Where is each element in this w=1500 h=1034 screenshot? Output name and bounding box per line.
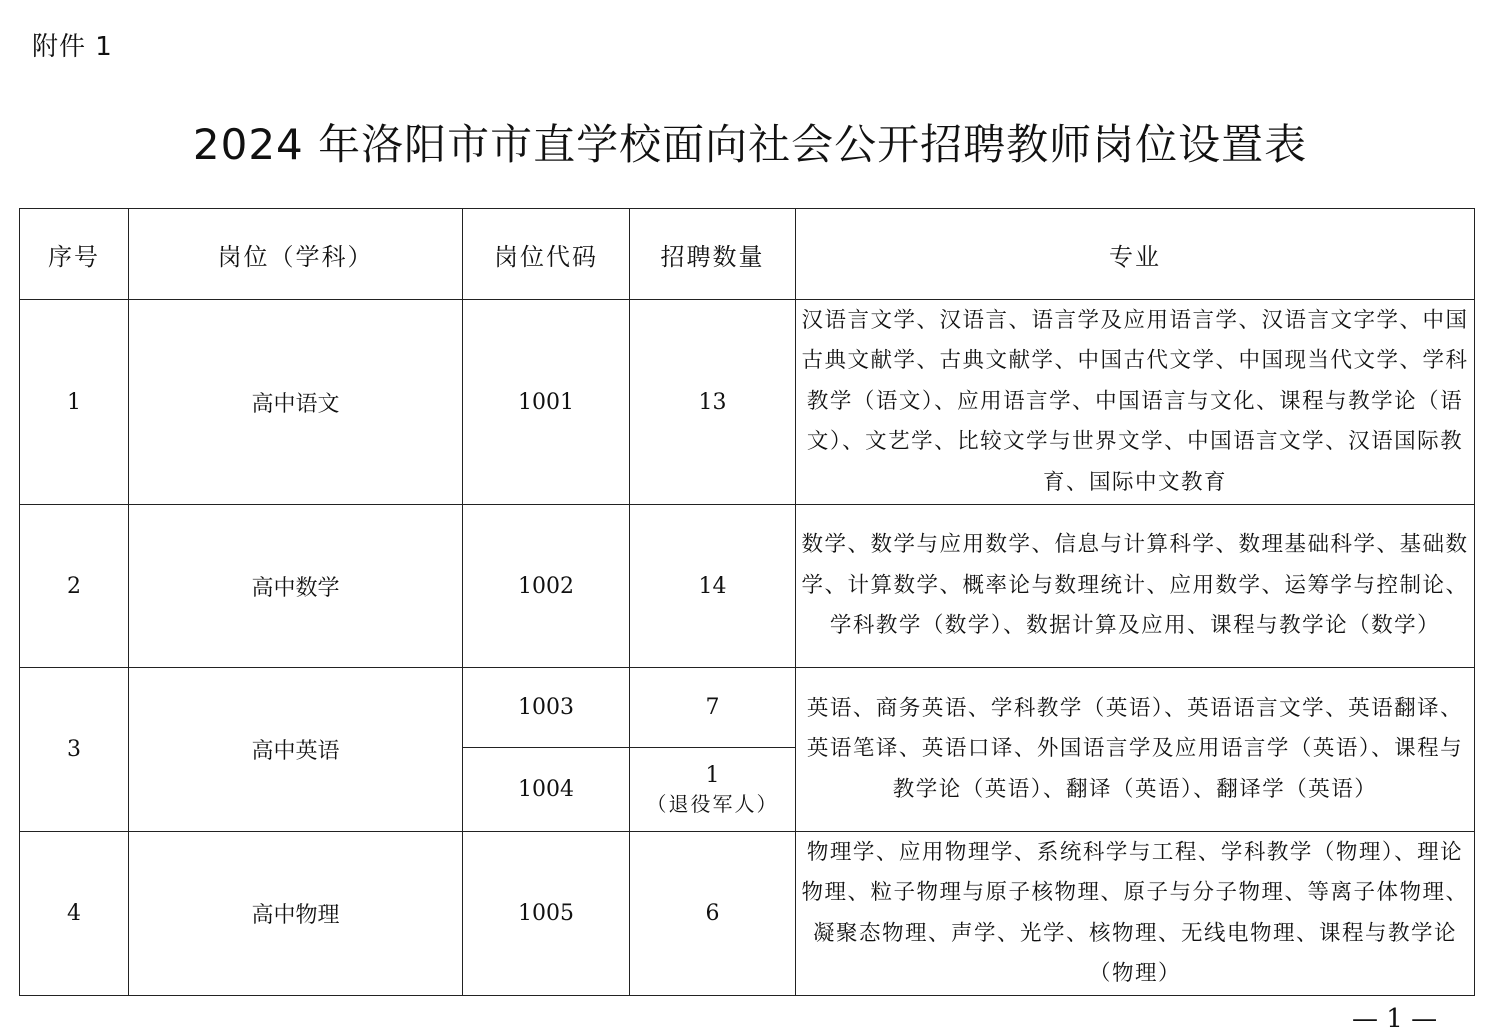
table-row [20, 300, 1475, 505]
code-cell: 1005 [463, 832, 630, 996]
header-count: 招聘数量 [630, 209, 796, 300]
count-cell: 14 [630, 505, 796, 668]
major-cell: 汉语言文学、汉语言、语言学及应用语言学、汉语言文字学、中国古典文献学、古典文献学、中国古代文学、中国现当代文学、学科教学（语文）、应用语言学、中国语言与文化、课程与教学论（语文）、文艺学、比较文学与世界文学、中国语言文学、汉语国际教育、国际中文教育 [796, 300, 1475, 505]
code-cell: 1001 [463, 300, 630, 505]
seq-cell: 1 [20, 300, 129, 505]
recruitment-posts-table [19, 208, 1475, 996]
header-code: 岗位代码 [463, 209, 630, 300]
code-cell: 1003 [463, 668, 630, 748]
post-cell: 高中物理 [129, 832, 463, 996]
seq-cell: 2 [20, 505, 129, 668]
table-row [20, 668, 1475, 748]
count-cell: 13 [630, 300, 796, 505]
page-title: 2024 年洛阳市市直学校面向社会公开招聘教师岗位设置表 [192, 120, 1308, 169]
table-row [20, 832, 1475, 996]
header-major: 专业 [796, 209, 1475, 300]
header-row [20, 209, 1475, 300]
major-cell: 数学、数学与应用数学、信息与计算科学、数理基础科学、基础数学、计算数学、概率论与数理统计、应用数学、运筹学与控制论、学科教学（数学）、数据计算及应用、课程与教学论（数学） [796, 505, 1475, 668]
code-cell: 1004 [463, 748, 630, 832]
major-cell: 物理学、应用物理学、系统科学与工程、学科教学（物理）、理论物理、粒子物理与原子核物理、原子与分子物理、等离子体物理、凝聚态物理、声学、光学、核物理、无线电物理、课程与教学论（物理） [796, 832, 1475, 996]
header-seq: 序号 [20, 209, 129, 300]
header-post: 岗位（学科） [129, 209, 463, 300]
page-number: — 1 — [1352, 1004, 1438, 1034]
veteran-note: （退役军人） [646, 791, 779, 816]
post-cell: 高中语文 [129, 300, 463, 505]
attachment-label: 附件 1 [32, 32, 113, 62]
post-cell: 高中数学 [129, 505, 463, 668]
count-cell: 7 [630, 668, 796, 748]
major-cell: 英语、商务英语、学科教学（英语）、英语语言文学、英语翻译、英语笔译、英语口译、外国语言学及应用语言学（英语）、课程与教学论（英语）、翻译（英语）、翻译学（英语） [796, 668, 1475, 832]
count-cell [630, 748, 796, 832]
code-cell: 1002 [463, 505, 630, 668]
seq-cell: 3 [20, 668, 129, 832]
seq-cell: 4 [20, 832, 129, 996]
post-cell: 高中英语 [129, 668, 463, 832]
count-value: 1 [705, 762, 720, 788]
table-row [20, 505, 1475, 668]
count-cell: 6 [630, 832, 796, 996]
